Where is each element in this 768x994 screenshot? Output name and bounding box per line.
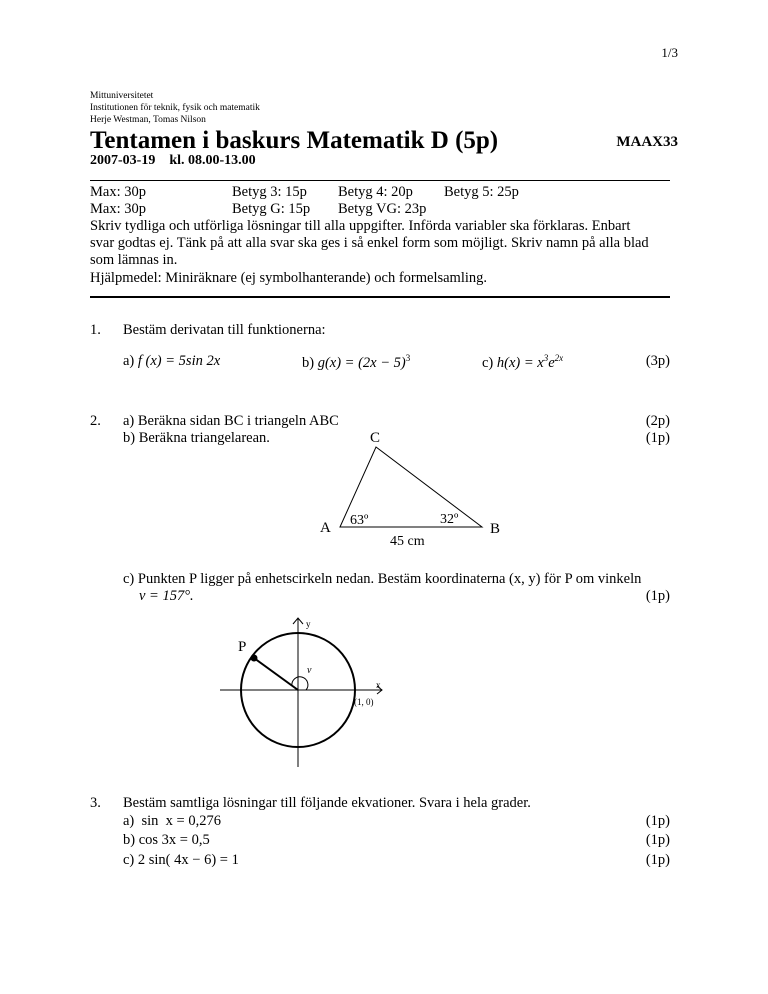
q1-text: Bestäm derivatan till funktionerna: [123,322,326,338]
point-p [251,655,258,662]
q3-number: 3. [90,795,101,811]
x-axis-label: x [376,680,381,690]
institution-line-1: Mittuniversitetet [90,91,154,101]
q2b-text: b) Beräkna triangelarean. [123,430,270,446]
q1-number: 1. [90,322,101,338]
vertex-a-label: A [320,520,331,536]
divider-top [90,180,670,181]
exam-title: Tentamen i baskurs Matematik D (5p) [90,127,499,154]
side-ab-label: 45 cm [390,534,425,549]
q1c-label: c) [482,354,494,371]
divider-bottom [90,296,670,298]
q2a-points: (2p) [645,413,670,429]
q3b-equation: b) cos 3x = 0,5 [123,832,210,848]
unit-circle-figure [200,612,400,772]
q1a-label: a) [123,353,135,369]
q1a-expression: f (x) = 5sin 2x [137,353,221,369]
exam-date-time: 2007-03-19 kl. 08.00-13.00 [90,153,256,168]
q2c-text-line-2: v = 157°. [139,588,194,604]
q1-points: (3p) [645,353,670,369]
q3a-equation: a) sin x = 0,276 [123,813,221,829]
triangle-figure [310,425,510,550]
q1c-exponent-1: 3 [543,353,549,363]
radius-to-p [254,658,298,690]
q1b-label: b) [302,354,315,371]
q2c-points: (1p) [645,588,670,604]
q1b-expression: g(x) = (2x − 5) [317,354,406,371]
vertex-b-label: B [490,521,501,537]
instructions-line-2: svar godtas ej. Tänk på att alla svar ska ges i så enkel form som möjligt. Skriv namn på alla blad [90,235,649,251]
q3b-points: (1p) [645,832,670,848]
angle-b-label: 32º [440,512,459,527]
course-code: MAAX33 [616,134,678,150]
q1a [123,353,220,370]
instructions-line-3: som lämnas in. [90,252,178,268]
point-p-label: P [238,639,247,655]
q3c-equation: c) 2 sin( 4x − 6) = 1 [123,852,239,868]
q1c-exponent-2: 2x [554,353,564,363]
page-number: 1/3 [661,45,678,60]
aids-text: Hjälpmedel: Miniräknare (ej symbolhanterande) och formelsamling. [90,270,488,286]
q2b-points: (1p) [645,430,670,446]
vertex-c-label: C [370,430,381,446]
grading-row-2-g1: Betyg G: 15p [232,201,311,217]
q1b-exponent: 3 [405,353,411,363]
grading-row-1-max: Max: 30p [90,184,146,200]
grading-row-1-g2: Betyg 4: 20p [338,184,413,200]
grading-row-2-g2: Betyg VG: 23p [338,201,427,217]
point-1-0-label: (1, 0) [354,697,374,707]
y-axis-label: y [306,619,311,629]
q1c-e: e [548,354,555,371]
q2c-text-line-1: c) Punkten P ligger på enhetscirkeln nedan. Bestäm koordinaterna (x, y) för P om vinkeln [123,571,642,587]
grading-row-1-g3: Betyg 5: 25p [444,184,519,200]
q3-text: Bestäm samtliga lösningar till följande ekvationer. Svara i hela grader. [123,795,531,811]
angle-v-label: v [307,665,312,676]
q1c [482,353,563,372]
q2-number: 2. [90,413,101,429]
grading-row-1-g1: Betyg 3: 15p [232,184,307,200]
grading-row-2-max: Max: 30p [90,201,146,217]
q1b [302,353,410,372]
q3c-points: (1p) [645,852,670,868]
institution-line-3: Herje Westman, Tomas Nilson [90,115,206,125]
institution-line-2: Institutionen för teknik, fysik och matematik [90,103,260,113]
q3a-points: (1p) [645,813,670,829]
angle-a-label: 63º [350,513,369,528]
instructions-line-1: Skriv tydliga och utförliga lösningar till alla uppgifter. Införda variabler ska förklaras. Enbart [90,218,631,234]
q1c-expression: h(x) = x [496,354,544,371]
q2a-text: a) Beräkna sidan BC i triangeln ABC [123,413,339,429]
